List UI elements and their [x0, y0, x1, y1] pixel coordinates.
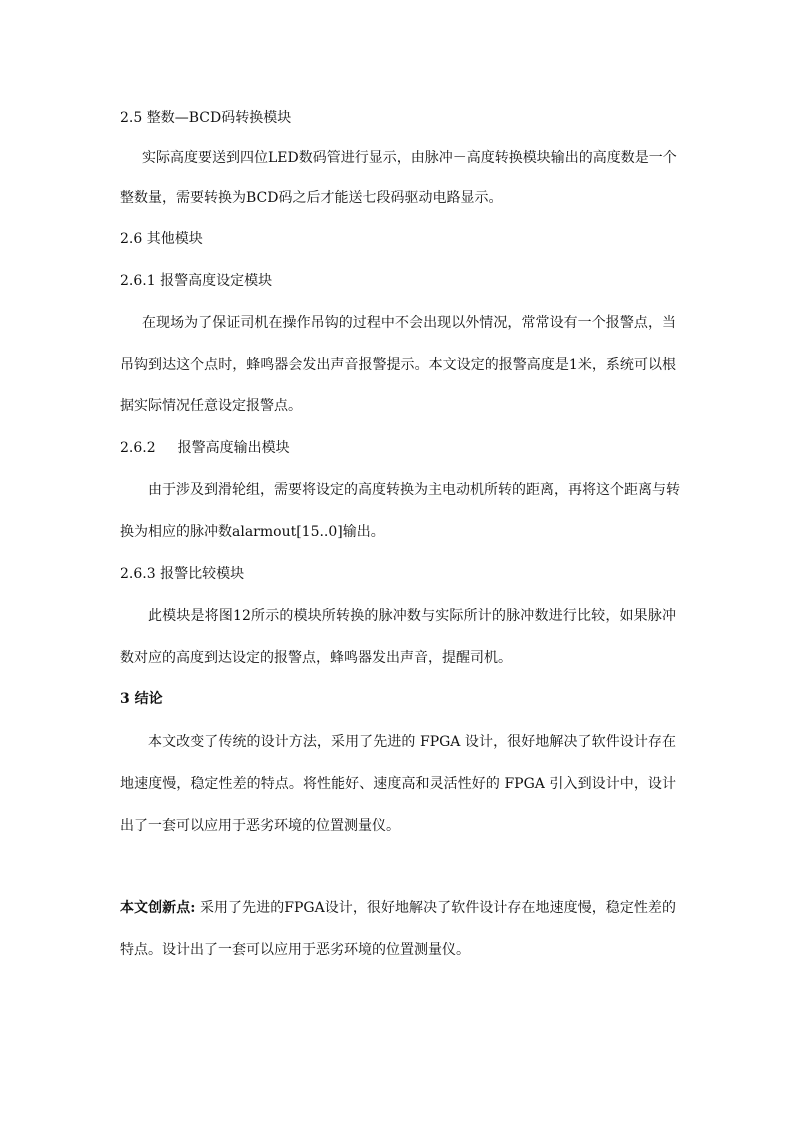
paragraph-3-line-1: 本文改变了传统的设计方法，采用了先进的 FPGA 设计，很好地解决了软件设计存在 [148, 734, 676, 750]
innovation-line-1 [120, 898, 676, 918]
paragraph-3-line-3: 出了一套可以应用于恶劣环境的位置测量仪。 [120, 818, 400, 834]
paragraph-2-6-2-line-1: 由于涉及到滑轮组，需要将设定的高度转换为主电动机所转的距离，再将这个距离与转 [148, 482, 680, 498]
section-number-2-6-2: 2.6.2 [120, 440, 156, 456]
paragraph-2-6-1-line-1: 在现场为了保证司机在操作吊钩的过程中不会出现以外情况，常常设有一个报警点，当 [142, 315, 676, 331]
paragraph-2-6-1-line-3: 据实际情况任意设定报警点。 [120, 398, 302, 414]
innovation-label: 本文创新点: [120, 900, 196, 916]
paragraph-2-6-1-line-2: 吊钩到达这个点时，蜂鸣器会发出声音报警提示。本文设定的报警高度是1米，系统可以根 [120, 357, 676, 373]
section-heading-2-5: 2.5 整数—BCD码转换模块 [120, 110, 292, 126]
innovation-text-1: 采用了先进的FPGA设计，很好地解决了软件设计存在地速度慢，稳定性差的 [195, 900, 676, 916]
paragraph-2-5-line-1: 实际高度要送到四位LED数码管进行显示，由脉冲－高度转换模块输出的高度数是一个 [142, 150, 677, 166]
paragraph-2-6-2-line-2: 换为相应的脉冲数alarmout[15..0]输出。 [120, 524, 385, 540]
paragraph-2-6-3-line-1: 此模块是将图12所示的模块所转换的脉冲数与实际所计的脉冲数进行比较，如果脉冲 [148, 608, 676, 624]
section-title-2-6-2: 报警高度输出模块 [177, 440, 290, 456]
paragraph-2-5-line-2: 整数量，需要转换为BCD码之后才能送七段码驱动电路显示。 [120, 190, 503, 206]
innovation-line-2: 特点。设计出了一套可以应用于恶劣环境的位置测量仪。 [120, 942, 470, 958]
section-heading-2-6: 2.6 其他模块 [120, 231, 203, 247]
section-heading-3: 3 结论 [120, 691, 163, 707]
paragraph-3-line-2: 地速度慢，稳定性差的特点。将性能好、速度高和灵活性好的 FPGA 引入到设计中，设计 [120, 776, 676, 792]
section-heading-2-6-2 [120, 438, 676, 458]
section-heading-2-6-1: 2.6.1 报警高度设定模块 [120, 273, 273, 289]
paragraph-2-6-3-line-2: 数对应的高度到达设定的报警点，蜂鸣器发出声音，提醒司机。 [120, 650, 512, 666]
section-heading-2-6-3: 2.6.3 报警比较模块 [120, 566, 245, 582]
